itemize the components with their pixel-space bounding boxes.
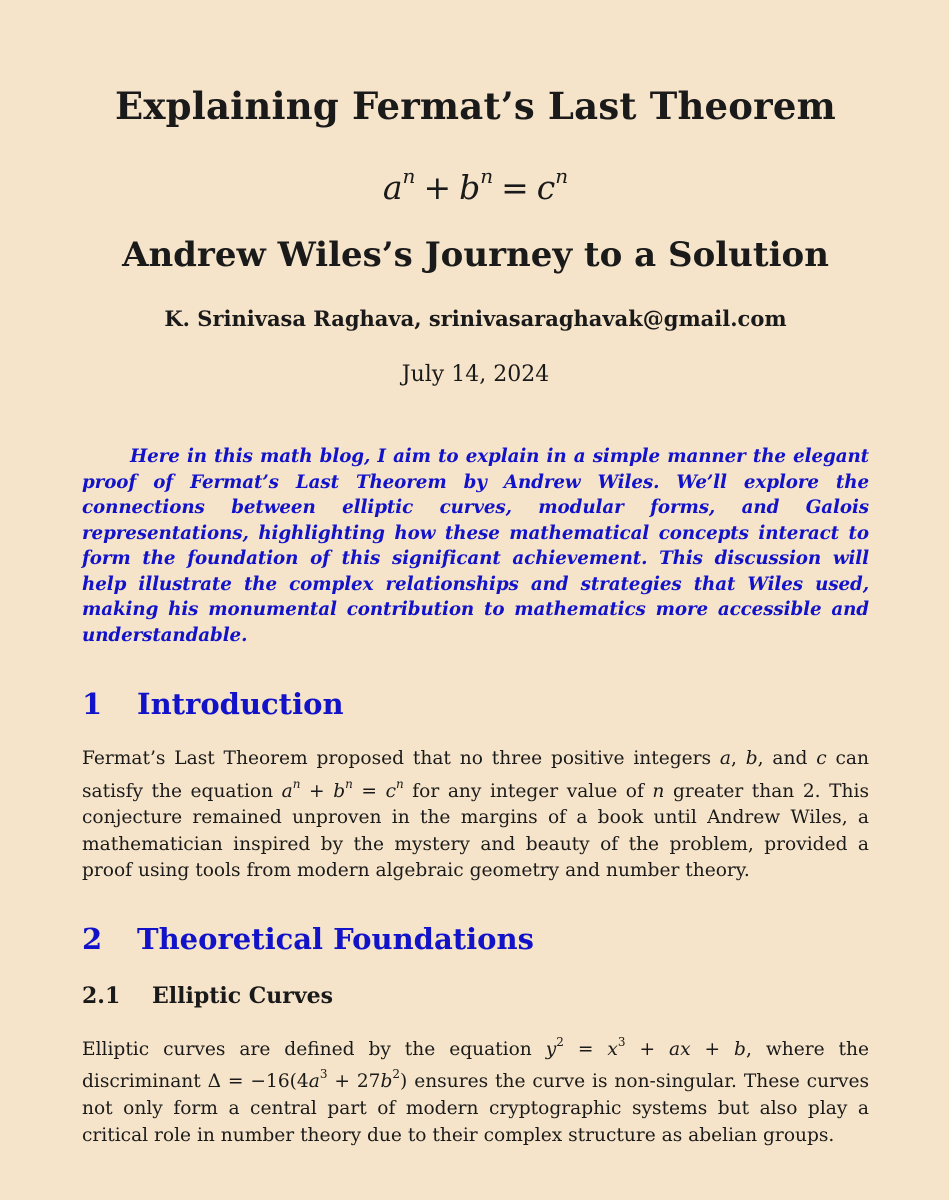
math-op: + [690,1038,735,1060]
text-run: , and [757,748,817,769]
math-op: + [300,780,334,802]
math-var: a [281,780,293,802]
math-var: b [745,748,758,769]
section-title: Introduction [137,687,344,721]
section-heading-theoretical-foundations [82,919,869,959]
eq-var-a: a [382,168,403,207]
eq-var-c: c [536,168,556,207]
text-run: for any integer value of [403,780,653,802]
math-op: = [563,1038,608,1060]
math-var: x [607,1038,618,1060]
math-exp: 2 [392,1067,401,1082]
math-var: a [308,1071,320,1093]
text-run: greater than 2. This conjecture remained unproven in the margins of a book until Andrew Wiles, a mathematician inspired by the mystery and beauty of the problem, provided a proof using tools from modern algebraic geometry and number theory. [82,780,870,882]
section-heading-introduction [82,684,869,724]
math-exp: 2 [556,1034,564,1049]
elliptic-curves-paragraph [82,1031,869,1149]
math-var: ax [668,1038,691,1060]
text-run: + 27 [327,1071,381,1093]
text-run: Elliptic curves are defined by the equation [82,1038,546,1060]
math-exp: 3 [617,1034,626,1049]
math-exp: n [345,776,353,791]
section-number: 2 [82,921,103,956]
paper-title: Explaining Fermat’s Last Theorem [115,84,836,128]
section-title: Theoretical Foundations [137,921,534,956]
eq-equals: = [501,168,529,207]
math-var: y [545,1038,557,1060]
math-var: b [380,1071,393,1093]
text-run: , where the discriminant Δ = −16(4 [82,1038,870,1093]
math-var: b [333,780,346,802]
subsection-title: Elliptic Curves [152,982,334,1009]
section-number: 1 [82,687,103,721]
text-run: , [731,748,746,769]
math-exp: n [292,776,301,791]
math-var: n [652,780,665,802]
eq-exp-b: n [480,164,494,188]
subsection-heading-elliptic-curves [82,981,869,1011]
title-equation [82,160,869,208]
math-op: = [352,780,386,802]
math-exp: n [396,776,404,791]
abstract: Here in this math blog, I aim to explain in a simple manner the elegant proof of Fermat’s Last Theorem by Andrew Wiles. We’ll explore the connections between elliptic curves, modular forms, and Galois representations, highlighting how these mathematical concepts interact to form the foundation of this significant achievement. This discussion will help illustrate the complex relationships and strategies that Wiles used, making his monumental contribution to mathematics more accessible and understandable. [82,446,869,646]
eq-exp-a: n [402,164,416,188]
math-var: b [734,1038,746,1060]
introduction-paragraph [82,746,869,885]
text-run: can satisfy the equation [82,748,869,802]
math-var: c [816,748,827,769]
text-run: Fermat’s Last Theorem proposed that no three positive integers [82,748,720,769]
subsection-number: 2.1 [82,982,121,1009]
author-line: K. Srinivasa Raghava, srinivasaraghavak@gmail.com [164,306,787,331]
math-var: a [719,748,731,769]
math-op: + [625,1038,669,1060]
text-run: ) ensures the curve is non-singular. These curves not only form a central part of modern cryptographic systems but also play a critical role in number theory due to their complex structure as abelian groups. [82,1071,870,1146]
math-var: c [385,780,396,802]
eq-var-b: b [459,168,481,207]
math-exp: 3 [319,1067,328,1082]
paper-subtitle: Andrew Wiles’s Journey to a Solution [122,235,829,275]
eq-exp-c: n [555,164,569,188]
publication-date: July 14, 2024 [401,362,550,387]
eq-plus: + [423,168,452,207]
